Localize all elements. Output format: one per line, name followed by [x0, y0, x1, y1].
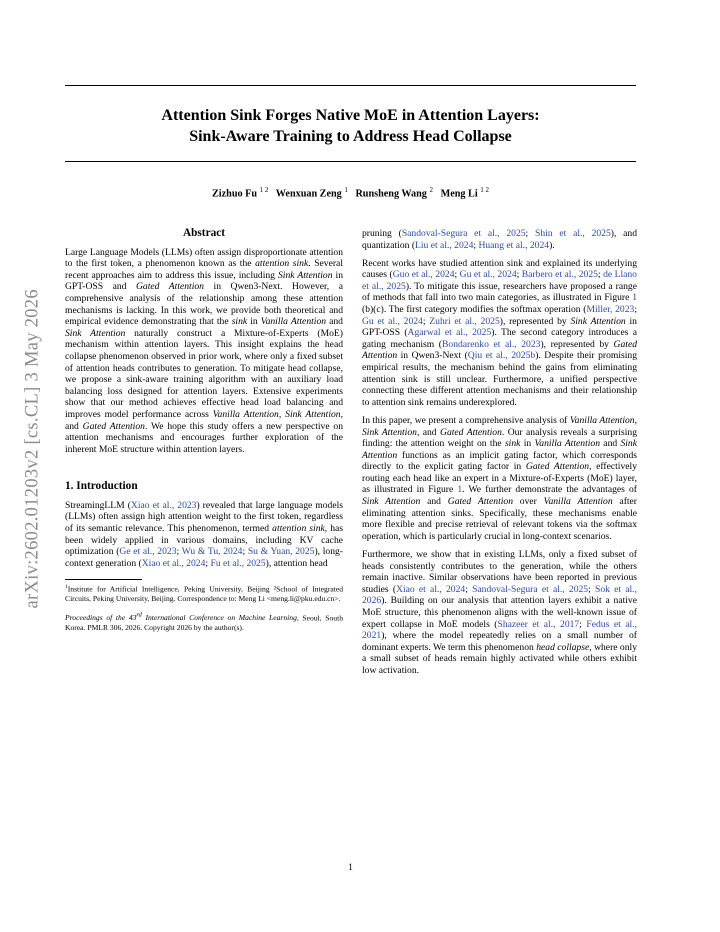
- abstract-text: [65, 247, 343, 456]
- citation-link[interactable]: Huang et al., 2024: [478, 239, 550, 251]
- paper-title-line-2: Sink-Aware Training to Address Head Collapse: [189, 128, 512, 145]
- author-affiliation: 1 2: [480, 186, 489, 194]
- text-run: ;: [465, 583, 473, 595]
- emphasis-text: Vanilla Attention: [543, 496, 613, 508]
- emphasis-text: Sink Attention: [277, 269, 333, 281]
- citation-link[interactable]: 1: [457, 484, 463, 496]
- text-run: after eliminating attention sinks. Specifically, these mechanisms enable more flexible and precise retrieval of relevant tokens via the softmax operation, which is particularly crucial in long-context scenarios.: [362, 496, 638, 542]
- text-run: ), and quantization (: [362, 228, 637, 251]
- text-run: StreamingLLM (: [65, 499, 131, 511]
- citation-link[interactable]: Liu et al., 2024: [415, 239, 474, 251]
- intro-paragraph: [65, 500, 343, 570]
- proceedings-prefix: Proceedings of the: [65, 613, 129, 623]
- citation-link[interactable]: Agarwal et al., 2025: [407, 327, 492, 339]
- text-run: ). Despite their promising empirical results, the mechanism behind the gains from eliminating attention sink is still unclear. Furthermore, a unified perspective connecting these different attention mechanisms and their relationship to attention sink remains underexplored.: [362, 350, 637, 408]
- emphasis-text: Gated Attention: [135, 281, 204, 293]
- proceedings-tail: , Seoul, South Korea. PMLR 306, 2026. Copyright 2026 by the author(s).: [65, 613, 343, 632]
- emphasis-text: Sink Attention: [362, 496, 421, 508]
- proceedings-ordinal: rd: [136, 611, 142, 619]
- text-run: ), represented by: [540, 338, 614, 350]
- text-run: . Our analysis reveals a surprising finding: the attention weight on the: [362, 426, 637, 450]
- citation-link[interactable]: Miller, 2023: [586, 304, 635, 316]
- citation-link[interactable]: Guo et al., 2024: [392, 269, 455, 281]
- text-run: in: [520, 438, 535, 450]
- emphasis-text: Gated Attention: [440, 426, 502, 438]
- text-run: ). The second category introduces a gating mechanism (: [362, 327, 637, 350]
- citation-link[interactable]: Gu et al., 2024: [362, 315, 423, 327]
- text-run: ).: [549, 239, 555, 251]
- citation-link[interactable]: Zuhri et al., 2025: [429, 315, 500, 327]
- paper-title-line-1: Attention Sink Forges Native MoE in Attention Layers:: [161, 107, 540, 124]
- text-run: in Qwen3-Next. However, a comprehensive analysis of the relationship among these attention mechanisms is lacking. In this work, we provide both theoretical and empirical evidence demonstrating that the: [65, 281, 344, 328]
- citation-link[interactable]: Bondarenko et al., 2023: [442, 338, 541, 350]
- citation-link[interactable]: 1: [632, 292, 637, 304]
- author-name: Meng Li: [440, 188, 478, 200]
- text-run: ,: [278, 408, 286, 420]
- left-column: [65, 228, 343, 632]
- emphasis-text: Gated Attention: [82, 420, 145, 432]
- arxiv-identifier: arXiv:2602.01203v2 [cs.CL] 3 May 2026: [22, 289, 43, 609]
- footnote-rule: [65, 579, 142, 580]
- citation-link[interactable]: Shin et al., 2025: [535, 228, 611, 239]
- text-run: Furthermore, we show that in existing LLMs, only a fixed subset of heads consistently contributes to the generation, while the others remain inactive. Similar observations have been reported in previous studies (: [362, 548, 637, 595]
- text-run: ), where the model repeatedly relies on a small number of dominant experts. We term this phenomenon: [362, 630, 637, 653]
- page-number: 1: [348, 862, 353, 873]
- emphasis-text: attention sink: [255, 258, 309, 270]
- text-run: , effectively routing each head like an expert in a Mixture-of-Experts (MoE) layer, as illustrated in Figure: [362, 461, 637, 496]
- text-run: pruning (: [362, 228, 402, 239]
- text-run: ;: [516, 269, 522, 281]
- citation-link[interactable]: Qiu et al., 2025b: [467, 350, 536, 362]
- citation-link[interactable]: Sandoval-Segura et al., 2025: [401, 228, 526, 239]
- abstract-heading: Abstract: [182, 227, 226, 239]
- citation-link[interactable]: Xiao et al., 2024: [396, 583, 466, 595]
- emphasis-text: Sink Attention: [65, 327, 126, 339]
- citation-link[interactable]: Barbero et al., 2025: [521, 269, 598, 281]
- body-paragraph: [362, 228, 637, 251]
- citation-link[interactable]: Su & Yuan, 2025: [247, 546, 315, 558]
- text-run: ;: [597, 269, 604, 281]
- text-run: in Qwen3-Next (: [397, 350, 468, 362]
- text-run: Recent works have studied attention sink and explained its underlying causes (: [362, 257, 637, 281]
- text-run: , and: [65, 408, 343, 432]
- text-run: ;: [205, 557, 211, 569]
- emphasis-text: Vanilla Attention: [569, 414, 635, 426]
- text-run: In this paper, we present a comprehensive analysis of: [362, 414, 570, 426]
- emphasis-text: Vanilla Attention: [212, 408, 279, 420]
- text-run: , has been widely applied in various domains, including KV cache optimization (: [65, 523, 344, 558]
- text-run: ). To mitigate this issue, researchers have proposed a range of methods that fall into two main categories, as illustrated in Figure: [362, 280, 637, 304]
- text-run: ), attention head: [265, 557, 328, 569]
- citation-link[interactable]: Sandoval-Segura et al., 2025: [472, 583, 589, 595]
- citation-link[interactable]: Fedus et al., 2021: [362, 618, 637, 642]
- author-list: [65, 186, 636, 199]
- section-heading-introduction: 1. Introduction: [65, 480, 138, 493]
- text-run: ). Building on our analysis that attention layers exhibit a native MoE structure, this phenomenon aligns with the well-known issue of expert collapse in MoE models (: [362, 595, 637, 630]
- citation-link[interactable]: Fu et al., 2025: [210, 557, 266, 569]
- title-top-rule: [65, 85, 636, 86]
- text-run: in GPT-OSS (: [362, 315, 637, 339]
- text-run: ;: [454, 269, 460, 281]
- text-run: ;: [579, 618, 587, 630]
- text-run: , and: [416, 426, 441, 438]
- author-name: Zizhuo Fu: [212, 188, 258, 200]
- proceedings-number: 43: [128, 613, 137, 623]
- text-run: naturally construct a Mixture-of-Experts (MoE) mechanism within attention layers. This insight explains the head collapse phenomenon observed in prior work, where only a fixed subset of attention heads contributes to generation. To mitigate head collapse, we propose a sink-aware training algorithm with an auxiliary load balancing loss designed for attention layers. Extensive experiments show that our method achieves effective head load balancing and improves model performance across: [65, 327, 343, 420]
- author-affiliation: 2: [429, 186, 433, 194]
- proceedings-venue: International Conference on Machine Learning: [141, 613, 297, 623]
- text-run: ) revealed that large language models (LLMs) often assign high attention weight to the first token, regardless of its semantic relevance. This phenomenon, termed: [65, 499, 343, 535]
- text-run: . Several recent approaches aim to address this issue, including: [65, 258, 343, 281]
- text-run: in: [247, 316, 261, 328]
- citation-link[interactable]: Wu & Tu, 2024: [181, 546, 243, 558]
- emphasis-text: Sink Attention: [285, 408, 341, 420]
- emphasis-text: sink: [231, 316, 248, 328]
- text-run: . We further demonstrate the advantages of: [462, 484, 638, 496]
- body-paragraph: [362, 258, 637, 409]
- text-run: and: [600, 438, 621, 450]
- proceedings-note: [65, 611, 343, 632]
- title-bottom-rule: [65, 161, 636, 162]
- citation-link[interactable]: Sok et al., 2026: [362, 583, 637, 607]
- text-run: in GPT-OSS and: [65, 269, 343, 293]
- text-run: ;: [634, 304, 637, 316]
- text-run: . We hope this study offers a new perspective on attention mechanisms and encourages further exploration of the inherent MoE structure within attention layers.: [65, 420, 344, 455]
- text-run: and: [326, 316, 343, 328]
- body-paragraph: [362, 415, 637, 543]
- emphasis-text: attention sink: [272, 523, 325, 535]
- footnote-mark: 1: [65, 584, 68, 591]
- citation-link[interactable]: Shazeer et al., 2017: [497, 618, 580, 630]
- text-run: over: [513, 496, 544, 508]
- emphasis-text: Gated Attention: [362, 338, 637, 362]
- citation-link[interactable]: Xiao et al., 2024: [141, 557, 206, 569]
- author-affiliation: 1: [344, 186, 348, 194]
- footnote-text: Institute for Artificial Intelligence, Peking University, Beijing ²School of Integrated Circuits, Peking University, Beijing. Correspondence to: Meng Li <meng.li@pku.edu.cn>.: [65, 584, 343, 604]
- emphasis-text: Sink Attention: [362, 426, 417, 438]
- text-run: ;: [242, 546, 248, 558]
- affiliation-footnote: [65, 583, 343, 603]
- text-run: ,: [634, 414, 637, 426]
- citation-link[interactable]: Ge et al., 2023: [119, 546, 177, 558]
- text-run: ;: [176, 546, 182, 558]
- author-name: Runsheng Wang: [355, 188, 427, 200]
- text-run: ), represented by: [499, 315, 571, 327]
- emphasis-text: Vanilla Attention: [260, 316, 327, 328]
- emphasis-text: Vanilla Attention: [534, 438, 600, 450]
- author-name: Wenxuan Zeng: [275, 188, 342, 200]
- text-run: ;: [525, 228, 535, 239]
- text-run: ;: [588, 583, 595, 595]
- text-run: and: [420, 496, 448, 508]
- author-affiliation: 1 2: [259, 186, 269, 194]
- right-column: [362, 228, 637, 683]
- text-run: ), long-context generation (: [65, 546, 343, 569]
- citation-link[interactable]: de Llano et al., 2025: [362, 269, 637, 292]
- text-run: (b)(c). The first category modifies the softmax operation (: [362, 304, 587, 316]
- text-run: functions as an implicit gating factor, which corresponds directly to the explicit gating factor in: [362, 449, 637, 473]
- citation-link[interactable]: Xiao et al., 2023: [130, 499, 197, 511]
- emphasis-text: Gated Attention: [447, 496, 514, 508]
- emphasis-text: head collapse: [536, 641, 590, 653]
- text-run: Large Language Models (LLMs) often assign disproportionate attention to the first token, a phenomenon known as the: [65, 246, 343, 270]
- text-run: , where only a small subset of heads remain highly activated while others exhibit low activation.: [362, 641, 637, 676]
- body-paragraph: [362, 549, 637, 677]
- text-run: ;: [422, 315, 430, 327]
- citation-link[interactable]: Gu et al., 2024: [459, 269, 517, 281]
- emphasis-text: Gated Attention: [525, 461, 590, 473]
- emphasis-text: Sink Attention: [362, 438, 637, 461]
- emphasis-text: Sink Attention: [570, 315, 626, 327]
- emphasis-text: sink: [504, 438, 521, 450]
- text-run: ;: [473, 239, 479, 251]
